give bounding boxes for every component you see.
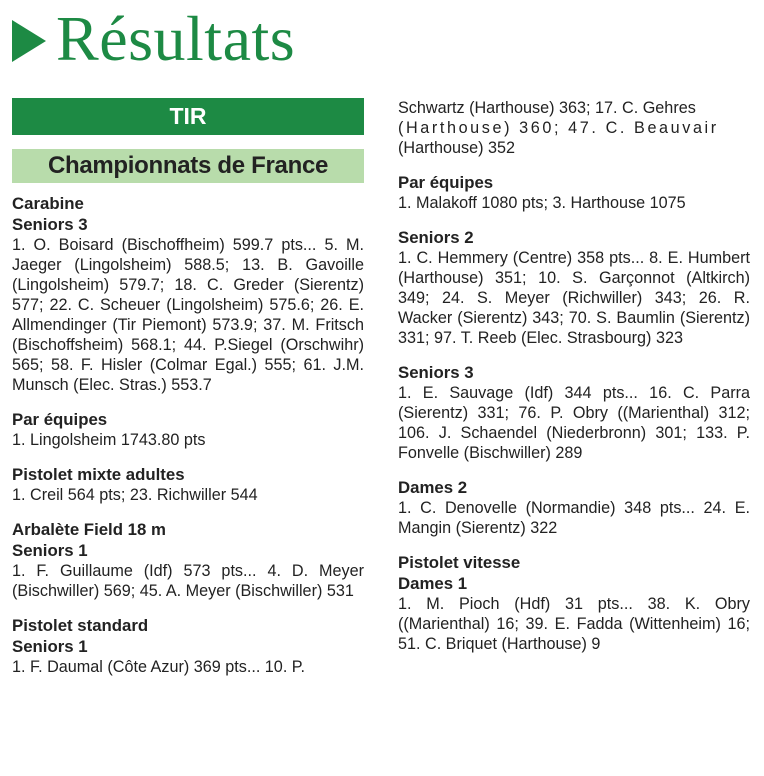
results-text: 1. E. Sauvage (Idf) 344 pts... 16. C. Parra (Sierentz) 331; 76. P. Obry ((Marienthal) 312; 106. J. Schaendel (Niederbronn) 301; 133. P. Fonvelle (Bischwiller) 289 (398, 384, 750, 462)
results-block (12, 615, 364, 677)
category-heading: Seniors 1 (12, 541, 88, 560)
results-text: 1. F. Guillaume (Idf) 573 pts... 4. D. Meyer (Bischwiller) 569; 45. A. Meyer (Bischwiller) 531 (12, 562, 364, 600)
category-heading: Dames 1 (398, 574, 468, 593)
results-text-line: (Harthouse) 360; 47. C. Beauvair (398, 119, 719, 137)
category-heading: Par équipes (398, 173, 494, 192)
results-text: 1. O. Boisard (Bischoffheim) 599.7 pts... 5. M. Jaeger (Lingolsheim) 588.5; 13. B. Gavoille (Lingolsheim) 579.7; 18. C. Greder (Sierentz) 577; 22. C. Scheuer (Lingolsheim) 575.6; 26. E. Allmendinger (Tir Piemont) 573.9; 37. M. Fritsch (Bischoffsheim) 568.1; 44. P.Siegel (Orschwihr) 565; 58. F. Hisler (Colmar Egal.) 555; 61. J.M. Munsch (Elec. Stras.) 553.7 (12, 236, 364, 394)
results-block (12, 193, 364, 395)
results-text: 1. C. Denovelle (Normandie) 348 pts... 24. E. Mangin (Sierentz) 322 (398, 499, 750, 537)
section-banner: TIR (12, 98, 364, 135)
results-text: 1. M. Pioch (Hdf) 31 pts... 38. K. Obry ((Marienthal) 16; 39. E. Fadda (Wittenheim) 16; 51. C. Briquet (Harthouse) 9 (398, 595, 750, 653)
results-block (398, 477, 750, 538)
results-text: 1. Lingolsheim 1743.80 pts (12, 431, 206, 449)
results-text: 1. Malakoff 1080 pts; 3. Harthouse 1075 (398, 194, 686, 212)
results-block (12, 464, 364, 505)
results-text: 1. Creil 564 pts; 23. Richwiller 544 (12, 486, 258, 504)
results-block (398, 172, 750, 213)
category-heading: Seniors 1 (12, 637, 88, 656)
subsection-banner: Championnats de France (12, 149, 364, 183)
category-heading: Dames 2 (398, 478, 468, 497)
category-heading: Seniors 3 (12, 215, 88, 234)
category-heading: Seniors 2 (398, 228, 474, 247)
play-arrow-icon (12, 20, 46, 62)
left-column (12, 98, 364, 691)
results-block (12, 409, 364, 450)
results-block (12, 519, 364, 601)
category-heading: Seniors 3 (398, 363, 474, 382)
results-text-line: Schwartz (Harthouse) 363; 17. C. Gehres (398, 99, 696, 117)
page-title: Résultats (56, 3, 296, 74)
results-text: 1. C. Hemmery (Centre) 358 pts... 8. E. Humbert (Harthouse) 351; 10. S. Garçonnot (Altkirch) 349; 24. S. Meyer (Richwiller) 343; 26. R. Wacker (Sierentz) 343; 70. S. Baumlin (Sierentz) 331; 97. T. Reeb (Elec. Strasbourg) 323 (398, 249, 750, 347)
category-heading: Pistolet standard (12, 616, 149, 635)
results-block (398, 227, 750, 348)
category-heading: Pistolet vitesse (398, 553, 521, 572)
results-text-line: (Harthouse) 352 (398, 139, 515, 157)
page-header (12, 4, 295, 74)
results-text: 1. F. Daumal (Côte Azur) 369 pts... 10. P. (12, 658, 306, 676)
results-block (398, 362, 750, 463)
results-continuation (398, 98, 750, 158)
results-block (398, 552, 750, 654)
category-heading: Arbalète Field 18 m (12, 520, 166, 539)
category-heading: Par équipes (12, 410, 108, 429)
right-column (398, 98, 750, 668)
category-heading: Carabine (12, 194, 84, 213)
category-heading: Pistolet mixte adultes (12, 465, 185, 484)
